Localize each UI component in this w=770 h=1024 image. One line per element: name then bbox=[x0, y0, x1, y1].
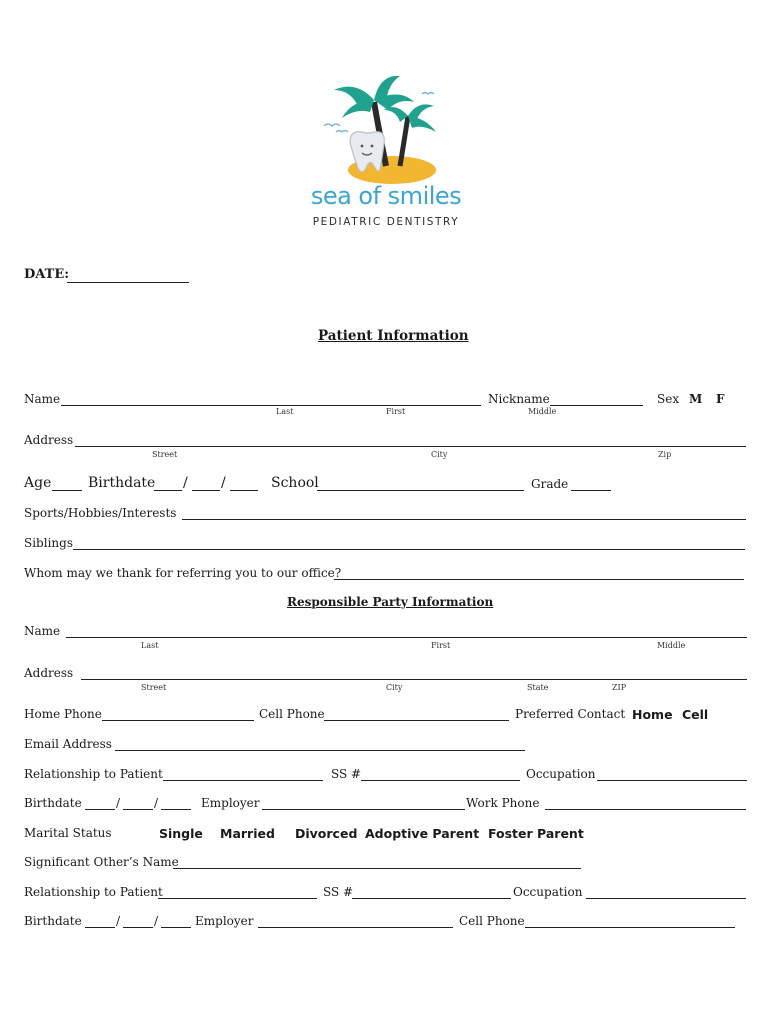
birthdate-label: Birthdate bbox=[88, 475, 156, 491]
age-label: Age bbox=[24, 475, 52, 491]
birth2-month-field[interactable] bbox=[85, 927, 115, 928]
rp-birth-month-field[interactable] bbox=[85, 809, 115, 810]
birth-year-field[interactable] bbox=[230, 490, 258, 491]
ss-label: SS # bbox=[331, 767, 362, 781]
ss2-label: SS # bbox=[323, 885, 354, 899]
patient-address-field[interactable] bbox=[75, 446, 746, 447]
patient-name-field[interactable] bbox=[61, 405, 481, 406]
date-slash-2: / bbox=[221, 475, 226, 491]
rp-address-label: Address bbox=[24, 666, 74, 680]
sex-label: Sex bbox=[657, 392, 680, 406]
birth2-day-field[interactable] bbox=[123, 927, 153, 928]
rp-date-slash-2: / bbox=[154, 796, 159, 810]
employer-label: Employer bbox=[201, 796, 260, 810]
work-phone-label: Work Phone bbox=[466, 796, 540, 810]
date-slash-1: / bbox=[183, 475, 188, 491]
marital-single-option[interactable]: Single bbox=[159, 826, 203, 841]
date-field[interactable] bbox=[67, 282, 189, 283]
home-phone-label: Home Phone bbox=[24, 707, 102, 721]
rp-address-sub-street: Street bbox=[141, 683, 167, 692]
birthdate2-label: Birthdate bbox=[24, 914, 82, 928]
brand-subtitle: PEDIATRIC DENTISTRY bbox=[312, 216, 460, 228]
marital-status-label: Marital Status bbox=[24, 826, 112, 840]
rp-address-sub-state: State bbox=[527, 683, 549, 692]
email-label: Email Address bbox=[24, 737, 112, 751]
work-phone-field[interactable] bbox=[545, 809, 746, 810]
occupation-field[interactable] bbox=[597, 780, 747, 781]
grade-label: Grade bbox=[531, 477, 569, 491]
referral-label: Whom may we thank for referring you to our office? bbox=[24, 566, 342, 580]
name-sub-first: First bbox=[386, 407, 406, 416]
nickname-field[interactable] bbox=[550, 405, 643, 406]
sports-field[interactable] bbox=[182, 519, 746, 520]
siblings-field[interactable] bbox=[73, 549, 745, 550]
employer2-field[interactable] bbox=[258, 927, 453, 928]
practice-logo bbox=[300, 66, 472, 231]
rp-birth-day-field[interactable] bbox=[123, 809, 153, 810]
school-label: School bbox=[271, 475, 319, 491]
ss-field[interactable] bbox=[361, 780, 520, 781]
occupation-label: Occupation bbox=[526, 767, 596, 781]
brand-name: sea of smiles bbox=[310, 182, 462, 210]
siblings-label: Siblings bbox=[24, 536, 73, 550]
employer-field[interactable] bbox=[262, 809, 465, 810]
referral-field[interactable] bbox=[334, 579, 744, 580]
age-field[interactable] bbox=[52, 490, 82, 491]
cell-phone2-field[interactable] bbox=[525, 927, 735, 928]
rp-name-field[interactable] bbox=[66, 637, 747, 638]
marital-divorced-option[interactable]: Divorced bbox=[295, 826, 358, 841]
birth2-year-field[interactable] bbox=[161, 927, 191, 928]
sex-option-f[interactable]: F bbox=[716, 392, 725, 406]
employer2-label: Employer bbox=[195, 914, 254, 928]
patient-info-heading: Patient Information bbox=[318, 328, 469, 344]
relationship-field[interactable] bbox=[163, 780, 323, 781]
relationship2-label: Relationship to Patient bbox=[24, 885, 163, 899]
rp-date-slash-1: / bbox=[116, 796, 121, 810]
address-sub-zip: Zip bbox=[658, 450, 672, 459]
rp-address-field[interactable] bbox=[81, 679, 747, 680]
significant-other-label: Significant Other’s Name bbox=[24, 855, 179, 869]
rp-address-sub-zip: ZIP bbox=[612, 683, 627, 692]
date-label: DATE: bbox=[24, 267, 70, 282]
ss2-field[interactable] bbox=[352, 898, 511, 899]
sports-label: Sports/Hobbies/Interests bbox=[24, 506, 177, 520]
name-label: Name bbox=[24, 392, 61, 406]
marital-married-option[interactable]: Married bbox=[220, 826, 275, 841]
rp-name-sub-middle: Middle bbox=[657, 641, 686, 650]
palm-island-icon bbox=[300, 66, 472, 184]
rp-birth-year-field[interactable] bbox=[161, 809, 191, 810]
cell-phone-label: Cell Phone bbox=[259, 707, 325, 721]
preferred-contact-label: Preferred Contact bbox=[515, 707, 626, 721]
date2-slash-1: / bbox=[116, 914, 121, 928]
marital-foster-option[interactable]: Foster Parent bbox=[488, 826, 584, 841]
nickname-label: Nickname bbox=[488, 392, 550, 406]
birth-day-field[interactable] bbox=[192, 490, 220, 491]
name-sub-middle: Middle bbox=[528, 407, 557, 416]
relationship2-field[interactable] bbox=[158, 898, 317, 899]
preferred-cell-option[interactable]: Cell bbox=[682, 707, 709, 722]
rp-name-sub-first: First bbox=[431, 641, 451, 650]
cell-phone2-label: Cell Phone bbox=[459, 914, 525, 928]
birth-month-field[interactable] bbox=[154, 490, 182, 491]
name-sub-last: Last bbox=[276, 407, 294, 416]
cell-phone-field[interactable] bbox=[324, 720, 509, 721]
responsible-heading: Responsible Party Information bbox=[287, 595, 494, 609]
address-sub-city: City bbox=[431, 450, 448, 459]
relationship-label: Relationship to Patient bbox=[24, 767, 163, 781]
address-label: Address bbox=[24, 433, 74, 447]
occupation2-label: Occupation bbox=[513, 885, 583, 899]
sex-option-m[interactable]: M bbox=[689, 392, 703, 406]
school-field[interactable] bbox=[317, 490, 524, 491]
rp-birthdate-label: Birthdate bbox=[24, 796, 82, 810]
rp-address-sub-city: City bbox=[386, 683, 403, 692]
preferred-home-option[interactable]: Home bbox=[632, 707, 673, 722]
rp-name-sub-last: Last bbox=[141, 641, 159, 650]
address-sub-street: Street bbox=[152, 450, 178, 459]
occupation2-field[interactable] bbox=[586, 898, 746, 899]
grade-field[interactable] bbox=[571, 490, 611, 491]
email-field[interactable] bbox=[115, 750, 525, 751]
rp-name-label: Name bbox=[24, 624, 61, 638]
significant-other-field[interactable] bbox=[173, 868, 581, 869]
home-phone-field[interactable] bbox=[102, 720, 254, 721]
marital-adoptive-option[interactable]: Adoptive Parent bbox=[365, 826, 480, 841]
date2-slash-2: / bbox=[154, 914, 159, 928]
